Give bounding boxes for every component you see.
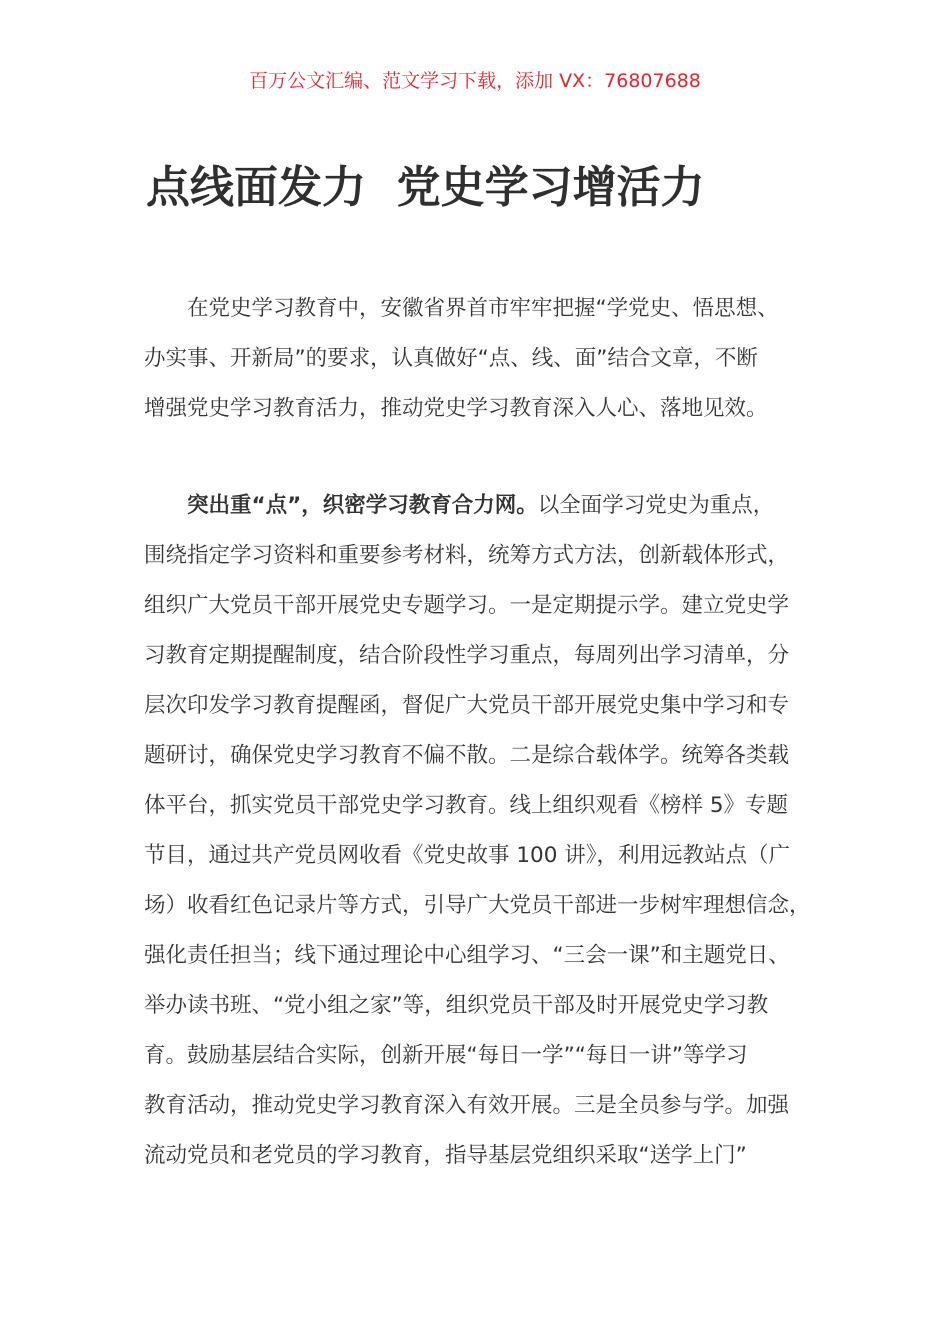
watermark-banner: 百万公文汇编、范文学习下载，添加 VX：76807688 bbox=[249, 70, 701, 92]
text-line: 层次印发学习教育提醒函，督促广大党员干部开展党史集中学习和专 bbox=[144, 693, 790, 718]
text-line: 习教育定期提醒制度，结合阶段性学习重点，每周列出学习清单，分 bbox=[144, 643, 790, 668]
section-heading: 突出重“点”，织密学习教育合力网。 bbox=[187, 493, 538, 518]
text-line: 办实事、开新局”的要求，认真做好“点、线、面”结合文章，不断 bbox=[144, 346, 758, 371]
text-line: 组织广大党员干部开展党史专题学习。一是定期提示学。建立党史学 bbox=[144, 593, 790, 618]
text-line: 强化责任担当；线下通过理论中心组学习、“三会一课”和主题党日、 bbox=[144, 943, 790, 968]
text-line: 举办读书班、“党小组之家”等，组织党员干部及时开展党史学习教 bbox=[144, 993, 769, 1018]
text-line: 流动党员和老党员的学习教育，指导基层党组织采取“送学上门” bbox=[144, 1143, 747, 1168]
paragraph-intro bbox=[144, 284, 824, 434]
document-title: 点线面发力 党史学习增活力 bbox=[146, 162, 705, 213]
text-line: 在党史学习教育中，安徽省界首市牢牢把握“学党史、悟思想、 bbox=[187, 296, 779, 321]
text-line: 场）收看红色记录片等方式，引导广大党员干部进一步树牢理想信念， bbox=[144, 893, 811, 918]
paragraph-point bbox=[144, 481, 824, 1181]
text-line bbox=[144, 481, 824, 531]
text-line: 题研讨，确保党史学习教育不偏不散。二是综合载体学。统筹各类载 bbox=[144, 743, 790, 768]
text-line: 育。鼓励基层结合实际，创新开展“每日一学”“每日一讲”等学习 bbox=[144, 1043, 748, 1068]
text-line: 教育活动，推动党史学习教育深入有效开展。三是全员参与学。加强 bbox=[144, 1093, 790, 1118]
text-line: 围绕指定学习资料和重要参考材料，统筹方式方法，创新载体形式， bbox=[144, 543, 790, 568]
text-span: 以全面学习党史为重点， bbox=[537, 493, 775, 518]
text-line: 体平台，抓实党员干部党史学习教育。线上组织观看《榜样 5》专题 bbox=[144, 793, 789, 818]
text-line: 节目，通过共产党员网收看《党史故事 100 讲》，利用远教站点（广 bbox=[144, 843, 790, 868]
text-line: 增强党史学习教育活力，推动党史学习教育深入人心、落地见效。 bbox=[144, 396, 768, 421]
